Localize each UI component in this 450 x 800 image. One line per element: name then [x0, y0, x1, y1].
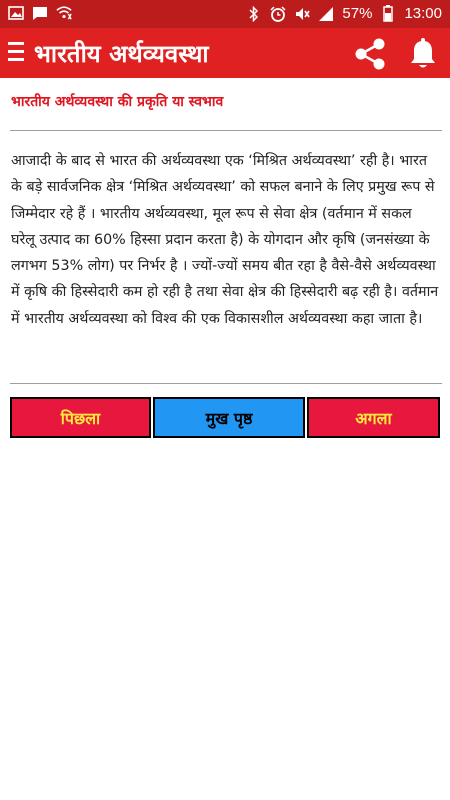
clock: 13:00: [404, 5, 442, 22]
divider-bottom: [10, 383, 442, 384]
app-bar: [0, 28, 450, 78]
bell-icon[interactable]: [405, 35, 441, 71]
image-icon: [8, 5, 24, 21]
share-icon[interactable]: [352, 36, 388, 72]
divider-top: [10, 130, 442, 131]
home-button-label: मुख पृष्ठ: [205, 408, 253, 428]
message-icon: [32, 5, 48, 21]
signal-icon: [318, 6, 334, 22]
home-button[interactable]: [153, 397, 305, 438]
next-button[interactable]: [307, 397, 440, 438]
wifi-off-icon: [56, 5, 72, 21]
menu-icon[interactable]: [8, 42, 28, 62]
previous-button-label: पिछला: [60, 408, 101, 428]
article-body: आजादी के बाद से भारत की अर्थव्यवस्था एक ‘मिश्रित अर्थव्यवस्था’ रही है। भारत के बड़े सार्वजनिक क्षेत्र ‘मिश्रित अर्थव्यवस्था’ को सफल बनाने के लिए प्रमुख रूप से जिम्मेदार रहे हैं । भारतीय अर्थव्यवस्था, मूल रूप से सेवा क्षेत्र (वर्तमान में सकल घरेलू उत्पाद का 60% हिस्सा प्रदान करता है) के योगदान और कृषि (जनसंख्या के लगभग 53% लोग) पर निर्भर है । ज्यों-ज्यों समय बीत रहा है वैसे-वैसे अर्थव्यवस्था में कृषि की हिस्सेदारी कम हो रही है तथा सेवा क्षेत्र की हिस्सेदारी बढ़ रही है। वर्तमान में भारतीय अर्थव्यवस्था को विश्व की एक विकासशील अर्थव्यवस्था कहा जाता है।: [11, 153, 439, 327]
battery-icon: [380, 6, 396, 22]
app-title: भारतीय अर्थव्यवस्था: [34, 40, 209, 68]
article-heading: भारतीय अर्थव्यवस्था की प्रकृति या स्वभाव: [11, 94, 224, 110]
next-button-label: अगला: [355, 408, 392, 428]
status-bar: [0, 0, 450, 28]
battery-percent: 57%: [342, 5, 373, 22]
bluetooth-icon: [246, 6, 262, 22]
alarm-icon: [270, 6, 286, 22]
previous-button[interactable]: [10, 397, 151, 438]
mute-icon: [294, 6, 310, 22]
